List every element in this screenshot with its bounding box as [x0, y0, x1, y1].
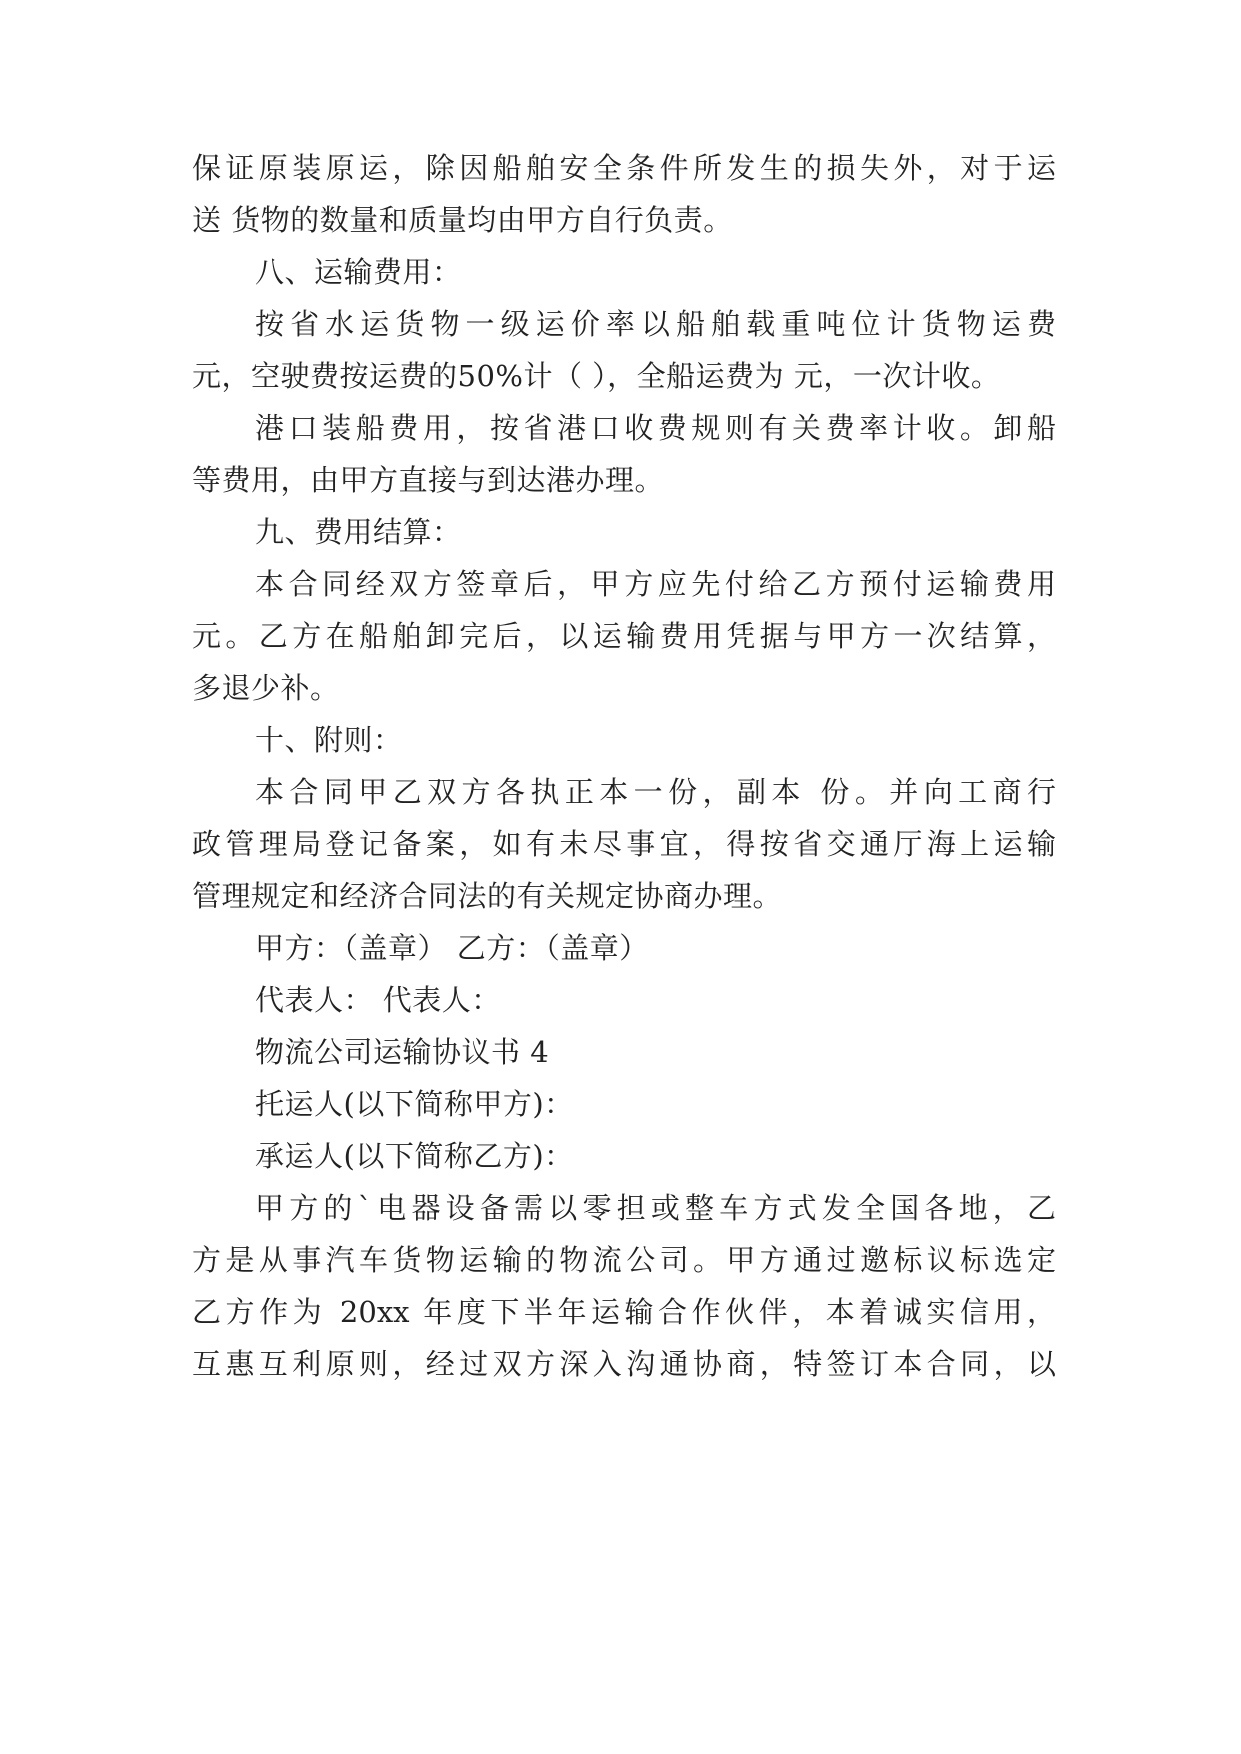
section-heading-transport-fees: 八、运输费用：: [255, 255, 462, 289]
section-heading-supplementary: 十、附则：: [255, 723, 403, 757]
text-line: 元，空驶费按运费的50%计（ ），全船运费为 元，一次计收。: [192, 359, 1001, 393]
text-line: 本合同经双方签章后，甲方应先付给乙方预付运输费用: [255, 567, 1056, 601]
section-heading-fee-settlement: 九、费用结算：: [255, 515, 462, 549]
party-shipper: 托运人(以下简称甲方)：: [255, 1087, 574, 1121]
text-line: 甲方的`电器设备需以零担或整车方式发全国各地，乙: [255, 1191, 1056, 1225]
party-carrier: 承运人(以下简称乙方)：: [255, 1139, 574, 1173]
text-line: 元。乙方在船舶卸完后，以运输费用凭据与甲方一次结算，: [192, 619, 1056, 653]
text-line: 港口装船费用，按省港口收费规则有关费率计收。卸船: [255, 411, 1056, 445]
agreement-title: 物流公司运输协议书 4: [255, 1035, 550, 1069]
text-line: 管理规定和经济合同法的有关规定协商办理。: [192, 879, 783, 913]
text-line: 互惠互利原则，经过双方深入沟通协商，特签订本合同，以: [192, 1347, 1056, 1381]
signature-line-representatives: 代表人： 代表人：: [255, 983, 501, 1017]
text-line: 按省水运货物一级运价率以船舶载重吨位计货物运费: [255, 307, 1056, 341]
text-line: 乙方作为 20xx 年度下半年运输合作伙伴，本着诚实信用，: [192, 1295, 1056, 1329]
text-line: 保证原装原运，除因船舶安全条件所发生的损失外，对于运: [192, 151, 1056, 185]
text-line: 政管理局登记备案，如有未尽事宜，得按省交通厅海上运输: [192, 827, 1056, 861]
text-line: 方是从事汽车货物运输的物流公司。甲方通过邀标议标选定: [192, 1243, 1056, 1277]
text-line: 本合同甲乙双方各执正本一份，副本 份。并向工商行: [255, 775, 1056, 809]
text-line: 等费用，由甲方直接与到达港办理。: [192, 463, 665, 497]
signature-line-seals: 甲方：（盖章） 乙方：（盖章）: [255, 931, 649, 965]
text-line: 送 货物的数量和质量均由甲方自行负责。: [192, 203, 733, 237]
text-line: 多退少补。: [192, 671, 340, 705]
